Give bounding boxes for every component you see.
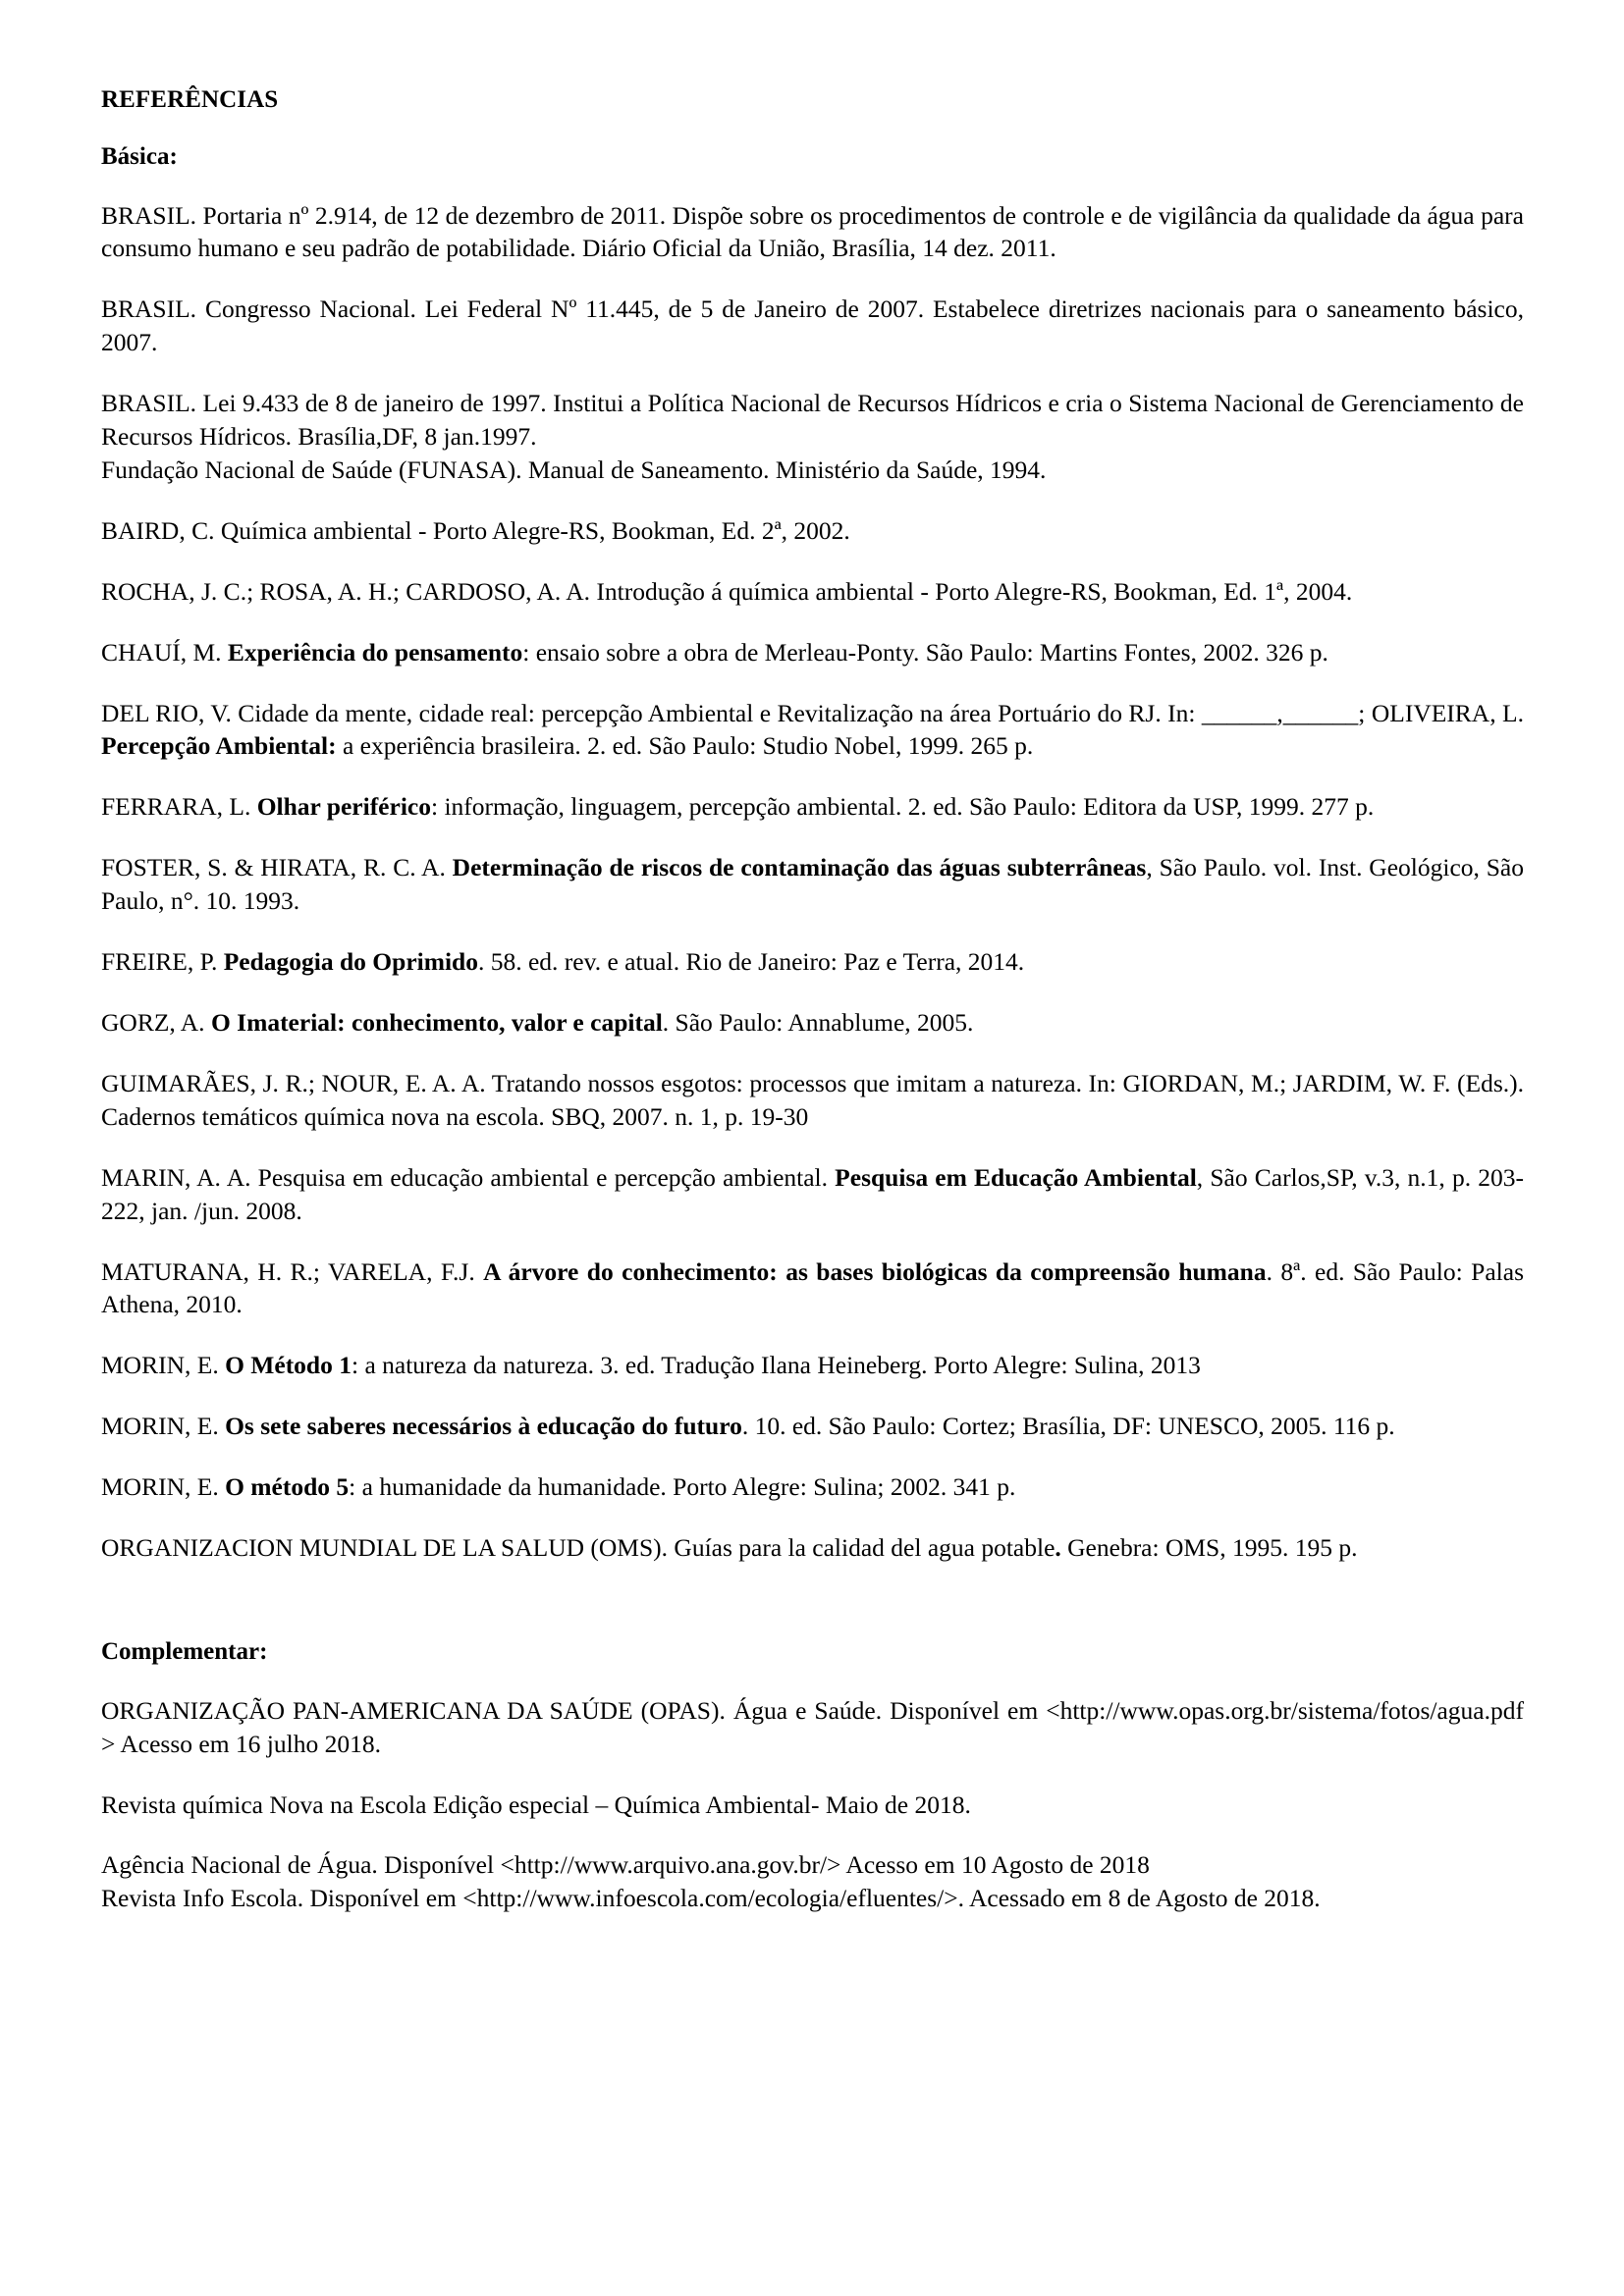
reference-text: FERRARA, L. [101,792,257,822]
reference-text: ROCHA, J. C.; ROSA, A. H.; CARDOSO, A. A. Introdução á química ambiental - Porto Alegre-RS, Bookman, Ed. 1ª, 2004. [101,576,1353,606]
reference-entry [101,697,1524,764]
reference-entry [101,1789,1524,1822]
reference-entry [101,199,1524,266]
reference-text: . 10. ed. São Paulo: Cortez; Brasília, DF: UNESCO, 2005. 116 p. [741,1412,1395,1441]
reference-text: Revista Info Escola. Disponível em <http://www.infoescola.com/ecologia/efluentes/>. Acessado em 8 de Agosto de 2018. [101,1884,1321,1913]
reference-text: FREIRE, P. [101,947,224,977]
reference-entry [101,1882,1524,1915]
reference-entry [101,454,1524,487]
reference-text: ORGANIZAÇÃO PAN-AMERICANA DA SAÚDE (OPAS). Água e Saúde. Disponível em <http://www.opas.org.br/sistema/fotos/agua.pdf > Acesso em 16 julho 2018. [101,1695,1524,1758]
reference-entry [101,1848,1524,1882]
reference-text: : ensaio sobre a obra de Merleau-Ponty. São Paulo: Martins Fontes, 2002. 326 p. [522,637,1328,667]
reference-entry [101,636,1524,669]
reference-entry [101,1067,1524,1134]
reference-entry [101,851,1524,918]
reference-title-emphasis: Percepção Ambiental: [101,731,337,761]
reference-text: Revista química Nova na Escola Edição especial – Química Ambiental- Maio de 2018. [101,1789,971,1819]
reference-text: ORGANIZACION MUNDIAL DE LA SALUD (OMS). Guías para la calidad del agua potable [101,1533,1056,1563]
reference-entry [101,387,1524,454]
reference-entry [101,790,1524,824]
reference-entry [101,1255,1524,1322]
references-sections [101,143,1524,1916]
reference-title-emphasis: Pesquisa em Educação Ambiental [835,1162,1197,1192]
reference-text: . 58. ed. rev. e atual. Rio de Janeiro: Paz e Terra, 2014. [477,947,1025,977]
reference-entry [101,1349,1524,1382]
reference-entry [101,514,1524,548]
reference-entry [101,1410,1524,1443]
reference-entry [101,1006,1524,1040]
reference-title-emphasis: O método 5 [225,1472,350,1502]
reference-text: , São Carlos,SP, v.3, n.1, p. 203-222, jan. /jun. 2008. [101,1162,1524,1225]
reference-text: BAIRD, C. Química ambiental - Porto Alegre-RS, Bookman, Ed. 2ª, 2002. [101,515,850,545]
reference-title-emphasis: Os sete saberes necessários à educação do futuro [225,1412,742,1441]
reference-text: FOSTER, S. & HIRATA, R. C. A. [101,853,453,882]
reference-title-emphasis: A árvore do conhecimento: as bases biológicas da compreensão humana [483,1256,1267,1286]
reference-entry [101,293,1524,359]
reference-text: MORIN, E. [101,1472,226,1502]
reference-text: CHAUÍ, M. [101,637,228,667]
reference-text: DEL RIO, V. Cidade da mente, cidade real: percepção Ambiental e Revitalização na área Portuário do RJ. In: ______,______; OLIVEIRA, L. [101,698,1524,727]
reference-title-emphasis: Pedagogia do Oprimido [223,947,478,977]
reference-title-emphasis: O Método 1 [225,1351,352,1380]
page-content [101,86,1524,1915]
reference-text: Genebra: OMS, 1995. 195 p. [1067,1533,1358,1563]
reference-entry [101,1161,1524,1228]
section-spacer [101,1565,1524,1610]
reference-entry [101,945,1524,979]
page-title: REFERÊNCIAS [101,86,279,113]
reference-text: Fundação Nacional de Saúde (FUNASA). Manual de Saneamento. Ministério da Saúde, 1994. [101,454,1047,484]
reference-entry [101,575,1524,609]
reference-text: : a natureza da natureza. 3. ed. Tradução Ilana Heineberg. Porto Alegre: Sulina, 2013 [352,1351,1201,1380]
section-heading: Complementar: [101,1637,268,1665]
reference-entry [101,1470,1524,1504]
reference-text: GORZ, A. [101,1008,211,1037]
reference-title-emphasis: O Imaterial: conhecimento, valor e capital [210,1008,663,1037]
reference-text: : informação, linguagem, percepção ambiental. 2. ed. São Paulo: Editora da USP, 1999. 277 p. [430,792,1375,822]
reference-title-emphasis: Experiência do pensamento [227,637,523,667]
reference-text: BRASIL. Congresso Nacional. Lei Federal Nº 11.445, de 5 de Janeiro de 2007. Estabelece diretrizes nacionais para o saneamento básico, 2007. [101,294,1524,357]
reference-text: Agência Nacional de Água. Disponível <http://www.arquivo.ana.gov.br/> Acesso em 10 Agosto de 2018 [101,1850,1150,1880]
reference-entry [101,1694,1524,1761]
reference-text: GUIMARÃES, J. R.; NOUR, E. A. A. Tratando nossos esgotos: processos que imitam a natureza. In: GIORDAN, M.; JARDIM, W. F. (Eds.). Cadernos temáticos química nova na escola. SBQ, 2007. n. 1, p. 19-30 [101,1068,1524,1131]
reference-title-emphasis: Determinação de riscos de contaminação das águas subterrâneas [452,853,1147,882]
reference-text: MATURANA, H. R.; VARELA, F.J. [101,1256,484,1286]
reference-text: BRASIL. Lei 9.433 de 8 de janeiro de 1997. Institui a Política Nacional de Recursos Hídricos e cria o Sistema Nacional de Gerenciamento de Recursos Hídricos. Brasília,DF, 8 jan.1997. [101,389,1524,452]
reference-text: , São Paulo. vol. Inst. Geológico, São Paulo, n°. 10. 1993. [101,853,1525,916]
reference-text: : a humanidade da humanidade. Porto Alegre: Sulina; 2002. 341 p. [349,1472,1016,1502]
reference-title-emphasis: . [1055,1533,1068,1563]
reference-text: MARIN, A. A. Pesquisa em educação ambiental e percepção ambiental. [101,1162,836,1192]
reference-text: BRASIL. Portaria nº 2.914, de 12 de dezembro de 2011. Dispõe sobre os procedimentos de controle e de vigilância da qualidade da água para consumo humano e seu padrão de potabilidade. Diário Oficial da União, Brasília, 14 dez. 2011. [101,200,1524,263]
reference-text: . São Paulo: Annablume, 2005. [662,1008,974,1037]
reference-title-emphasis: Olhar periférico [256,792,431,822]
reference-text: a experiência brasileira. 2. ed. São Paulo: Studio Nobel, 1999. 265 p. [336,731,1034,761]
reference-entry [101,1531,1524,1565]
reference-text: MORIN, E. [101,1351,226,1380]
reference-text: MORIN, E. [101,1412,226,1441]
reference-text: . 8ª. ed. São Paulo: Palas Athena, 2010. [101,1256,1524,1319]
section-heading: Básica: [101,142,178,170]
